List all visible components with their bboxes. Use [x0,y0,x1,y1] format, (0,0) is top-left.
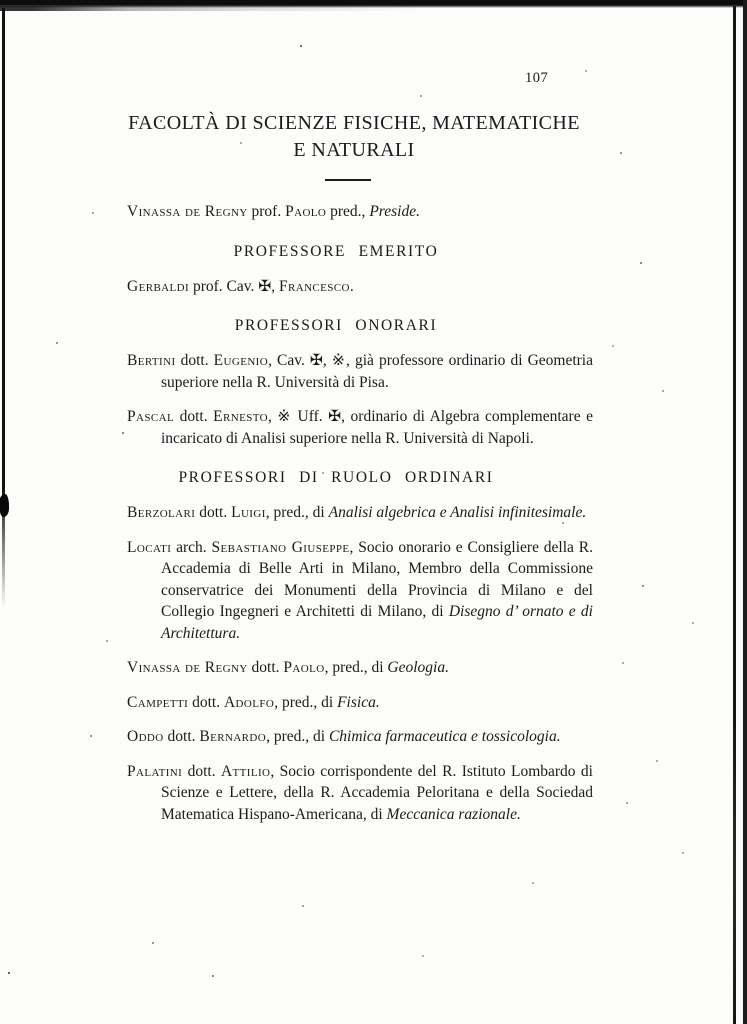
person-name: Gerbaldi [127,277,190,295]
faculty-entry [127,276,593,298]
entry-text: , ※ Uff. ✠, ordinario di Algebra complementare e incaricato di Analisi superiore nella R. Università di Napoli. [161,408,593,447]
person-name: Francesco [278,277,350,295]
entry-text: dott. [195,504,232,521]
faculty-entry [127,406,593,449]
faculty-entry [127,350,593,393]
entry-text: , pred., di [324,659,388,676]
person-name: Locati [127,538,172,556]
person-name: Sebastiano Giuseppe [211,538,350,556]
subject-title: Preside. [369,203,420,220]
entry-text: , pred., di [265,504,329,521]
person-name: Palatini [127,762,183,780]
person-name: Eugenio [213,352,269,369]
faculty-entry [127,502,593,524]
faculty-title-line2: E NATURALI [293,139,415,161]
person-name: Berzolari [127,504,196,521]
document-body [127,110,593,838]
person-name: Vinassa de Regny [127,659,248,676]
entry-text: dott. [175,352,214,369]
person-name: Adolfo [223,693,275,711]
entry-text: , Socio onorario e Consigliere della R. Accademia di Belle Arti in Milano, Membro della Commissione conservatrice dei Monumenti della Provincia di Milano e del Collegio Ingegneri e Architetti di Milano, di [161,538,593,620]
person-name: Oddo [127,728,164,745]
person-name: Bernardo [199,728,267,745]
faculty-entry [127,201,593,223]
person-name: Vinassa de Regny [127,203,248,220]
section-heading: PROFESSORI DI RUOLO ORDINARI [178,469,494,486]
faculty-title-line1: FACOLTÀ DI SCIENZE FISICHE, MATEMATICHE [128,112,580,134]
entry-text: pred., [326,203,370,220]
faculty-title [115,110,593,164]
faculty-entry [127,761,593,826]
entry-text: dott. [247,659,284,676]
person-name: Campetti [127,693,189,711]
person-name: Bertini [127,352,176,369]
faculty-entry [127,537,593,645]
subject-title: Geologia. [387,659,449,676]
entry-text: . [349,277,354,295]
scan-edge-left [2,8,5,608]
subject-title: Meccanica razionale. [386,805,521,823]
person-name: Luigi [231,504,266,521]
faculty-entry [127,692,593,714]
scan-edge-top-shadow [0,6,420,11]
entry-text: prof. [247,203,286,220]
entry-text: prof. Cav. ✠, [189,277,279,295]
subject-title: Analisi algebrica e Analisi infinitesimale. [328,504,587,521]
entry-text: dott. [182,762,221,780]
title-divider-rule [325,179,371,181]
section-heading: PROFESSORI ONORARI [234,317,438,334]
scan-edge-right [743,0,747,1024]
faculty-entry [127,726,593,748]
ink-blot [0,494,9,517]
entry-text: arch. [171,538,212,556]
page-number: 107 [525,70,549,86]
subject-title: Fisica. [337,693,380,711]
entry-text: dott. [188,693,224,711]
subject-title: Disegno d’ ornato e di Architettura. [161,603,593,642]
section-heading: PROFESSORE EMERITO [233,242,439,260]
entry-text: , Cav. ✠, ※, già professore ordinario di Geometria superiore nella R. Università di Pisa. [161,352,593,391]
scan-edge-right-line [733,6,736,1024]
entry-text: dott. [174,408,214,425]
faculty-entry [127,657,593,679]
person-name: Paolo [285,203,327,220]
entry-text: dott. [163,728,200,745]
person-name: Pascal [127,408,175,425]
entry-text: , pred., di [266,728,329,745]
entry-text: , pred., di [274,693,338,711]
person-name: Attilio [220,762,271,780]
person-name: Ernesto [213,408,268,425]
scan-noise-speckles [0,0,2,2]
entry-text: , Socio corrispondente del R. Istituto Lombardo di Scienze e Lettere, della R. Accademia Peloritana e della Sociedad Matematica Hispano-Americana, di [161,762,593,823]
person-name: Paolo [283,659,325,676]
subject-title: Chimica farmaceutica e tossicologia. [328,728,561,745]
